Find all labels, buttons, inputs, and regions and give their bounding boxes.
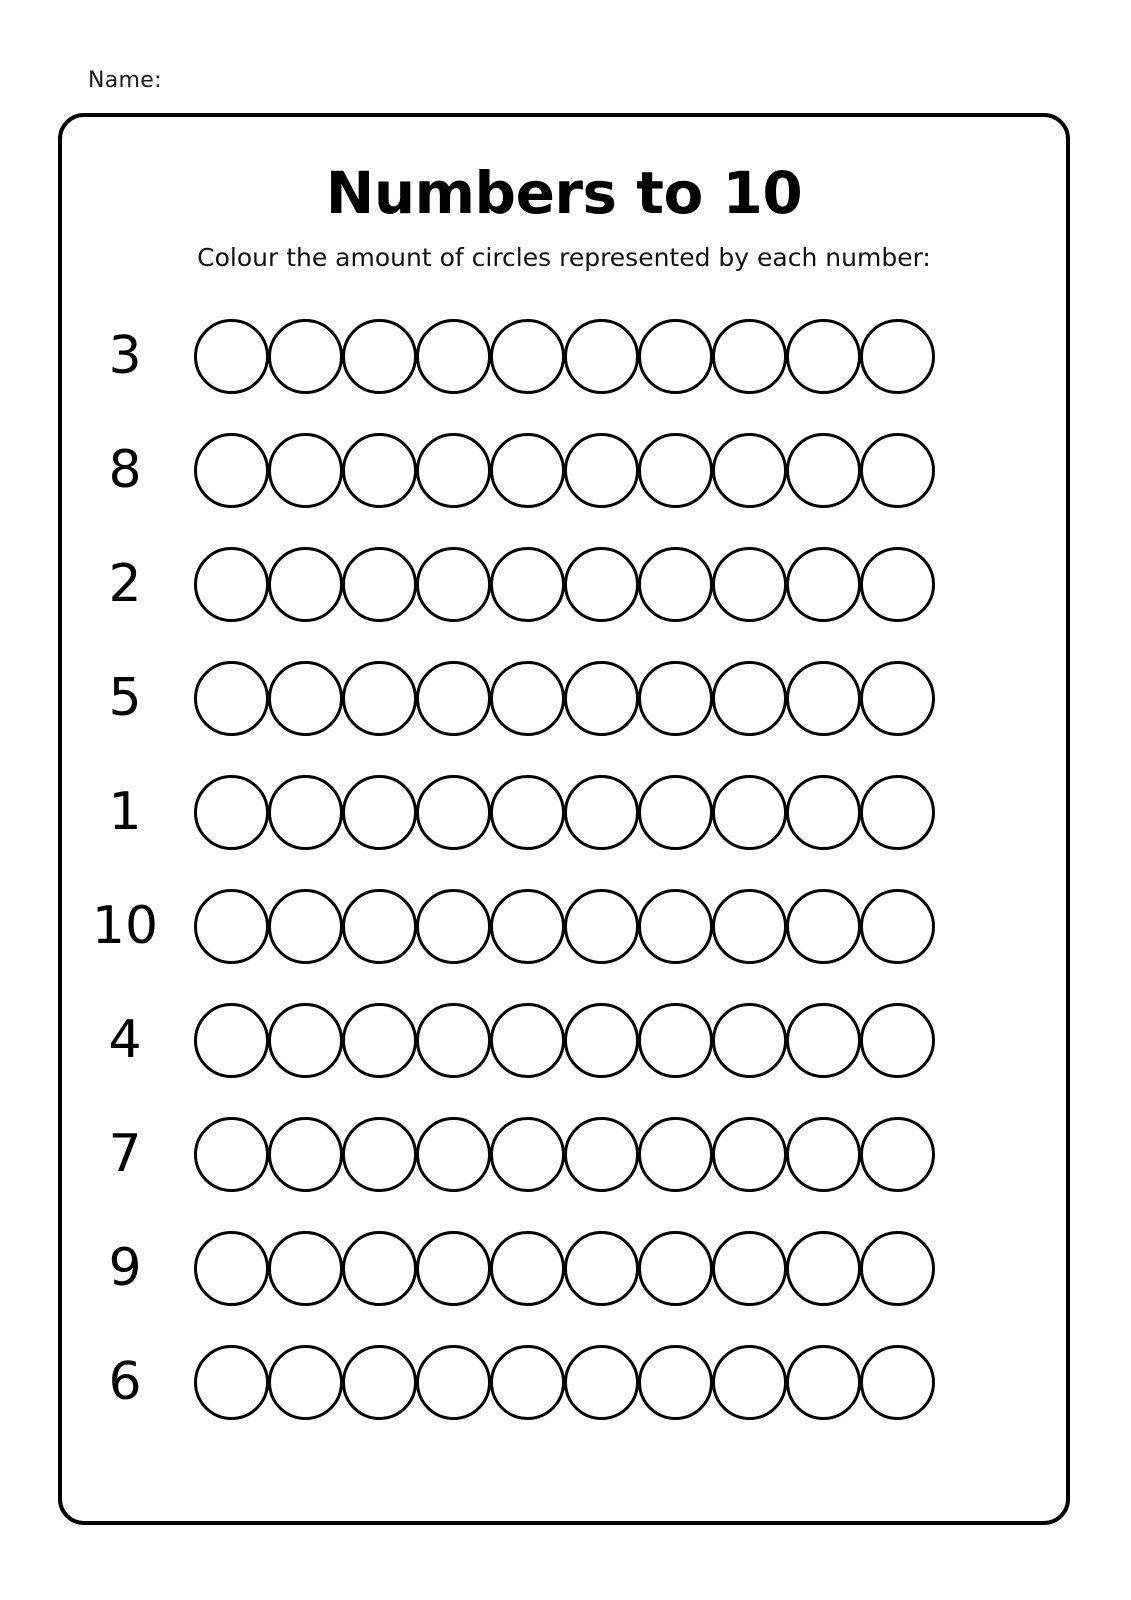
colour-circle[interactable] bbox=[638, 889, 713, 964]
exercise-row bbox=[62, 983, 1066, 1097]
colour-circle[interactable] bbox=[268, 1117, 343, 1192]
colour-circle[interactable] bbox=[712, 1117, 787, 1192]
page-title: Numbers to 10 bbox=[325, 159, 803, 227]
row-number-label: 2 bbox=[108, 554, 142, 614]
circle-group bbox=[194, 1231, 934, 1306]
circle-group bbox=[194, 1345, 934, 1420]
colour-circle[interactable] bbox=[564, 319, 639, 394]
colour-circle[interactable] bbox=[712, 1345, 787, 1420]
colour-circle[interactable] bbox=[564, 1345, 639, 1420]
colour-circle[interactable] bbox=[194, 661, 269, 736]
colour-circle[interactable] bbox=[564, 1231, 639, 1306]
colour-circle[interactable] bbox=[416, 1231, 491, 1306]
row-number-label: 9 bbox=[108, 1238, 142, 1298]
colour-circle[interactable] bbox=[490, 775, 565, 850]
worksheet-frame bbox=[58, 113, 1070, 1525]
colour-circle[interactable] bbox=[638, 775, 713, 850]
colour-circle[interactable] bbox=[194, 1231, 269, 1306]
exercise-row bbox=[62, 869, 1066, 983]
colour-circle[interactable] bbox=[712, 1231, 787, 1306]
colour-circle[interactable] bbox=[786, 775, 861, 850]
colour-circle[interactable] bbox=[638, 1345, 713, 1420]
colour-circle[interactable] bbox=[416, 1345, 491, 1420]
colour-circle[interactable] bbox=[786, 889, 861, 964]
colour-circle[interactable] bbox=[638, 1231, 713, 1306]
colour-circle[interactable] bbox=[860, 547, 935, 622]
circle-group bbox=[194, 661, 934, 736]
colour-circle[interactable] bbox=[268, 1003, 343, 1078]
colour-circle[interactable] bbox=[712, 1003, 787, 1078]
colour-circle[interactable] bbox=[860, 1117, 935, 1192]
row-number-label: 6 bbox=[108, 1352, 142, 1412]
colour-circle[interactable] bbox=[786, 1345, 861, 1420]
colour-circle[interactable] bbox=[416, 433, 491, 508]
name-label: Name: bbox=[88, 68, 162, 93]
colour-circle[interactable] bbox=[342, 433, 417, 508]
colour-circle[interactable] bbox=[712, 433, 787, 508]
colour-circle[interactable] bbox=[490, 1231, 565, 1306]
colour-circle[interactable] bbox=[268, 547, 343, 622]
colour-circle[interactable] bbox=[564, 1003, 639, 1078]
colour-circle[interactable] bbox=[490, 547, 565, 622]
colour-circle[interactable] bbox=[342, 1117, 417, 1192]
colour-circle[interactable] bbox=[860, 775, 935, 850]
colour-circle[interactable] bbox=[860, 1345, 935, 1420]
colour-circle[interactable] bbox=[416, 547, 491, 622]
row-number-label: 8 bbox=[108, 440, 142, 500]
row-number-label: 7 bbox=[108, 1124, 142, 1184]
colour-circle[interactable] bbox=[490, 889, 565, 964]
colour-circle[interactable] bbox=[342, 1345, 417, 1420]
colour-circle[interactable] bbox=[860, 433, 935, 508]
colour-circle[interactable] bbox=[860, 319, 935, 394]
colour-circle[interactable] bbox=[490, 1117, 565, 1192]
colour-circle[interactable] bbox=[268, 661, 343, 736]
colour-circle[interactable] bbox=[268, 319, 343, 394]
colour-circle[interactable] bbox=[268, 775, 343, 850]
colour-circle[interactable] bbox=[860, 1003, 935, 1078]
colour-circle[interactable] bbox=[416, 1117, 491, 1192]
exercise-row bbox=[62, 527, 1066, 641]
colour-circle[interactable] bbox=[638, 1003, 713, 1078]
colour-circle[interactable] bbox=[194, 889, 269, 964]
circle-group bbox=[194, 1003, 934, 1078]
colour-circle[interactable] bbox=[564, 889, 639, 964]
exercise-row bbox=[62, 1097, 1066, 1211]
colour-circle[interactable] bbox=[786, 1117, 861, 1192]
colour-circle[interactable] bbox=[786, 433, 861, 508]
colour-circle[interactable] bbox=[860, 1231, 935, 1306]
colour-circle[interactable] bbox=[490, 661, 565, 736]
colour-circle[interactable] bbox=[342, 547, 417, 622]
colour-circle[interactable] bbox=[638, 661, 713, 736]
colour-circle[interactable] bbox=[564, 1117, 639, 1192]
colour-circle[interactable] bbox=[564, 433, 639, 508]
colour-circle[interactable] bbox=[490, 1003, 565, 1078]
colour-circle[interactable] bbox=[342, 1231, 417, 1306]
row-number-label: 3 bbox=[108, 326, 142, 386]
colour-circle[interactable] bbox=[416, 889, 491, 964]
colour-circle[interactable] bbox=[194, 547, 269, 622]
colour-circle[interactable] bbox=[638, 319, 713, 394]
circle-group bbox=[194, 889, 934, 964]
row-number-label: 5 bbox=[108, 668, 142, 728]
instruction-text: Colour the amount of circles represented by each number: bbox=[197, 243, 931, 272]
colour-circle[interactable] bbox=[342, 889, 417, 964]
colour-circle[interactable] bbox=[490, 433, 565, 508]
colour-circle[interactable] bbox=[194, 775, 269, 850]
circle-group bbox=[194, 1117, 934, 1192]
colour-circle[interactable] bbox=[712, 319, 787, 394]
colour-circle[interactable] bbox=[638, 1117, 713, 1192]
colour-circle[interactable] bbox=[342, 319, 417, 394]
colour-circle[interactable] bbox=[564, 547, 639, 622]
colour-circle[interactable] bbox=[194, 1117, 269, 1192]
colour-circle[interactable] bbox=[194, 1345, 269, 1420]
exercise-row bbox=[62, 641, 1066, 755]
colour-circle[interactable] bbox=[342, 1003, 417, 1078]
colour-circle[interactable] bbox=[194, 433, 269, 508]
colour-circle[interactable] bbox=[564, 661, 639, 736]
colour-circle[interactable] bbox=[268, 1231, 343, 1306]
exercise-row bbox=[62, 755, 1066, 869]
colour-circle[interactable] bbox=[416, 319, 491, 394]
colour-circle[interactable] bbox=[786, 1231, 861, 1306]
colour-circle[interactable] bbox=[194, 1003, 269, 1078]
colour-circle[interactable] bbox=[786, 1003, 861, 1078]
colour-circle[interactable] bbox=[342, 661, 417, 736]
colour-circle[interactable] bbox=[860, 889, 935, 964]
exercise-row bbox=[62, 299, 1066, 413]
circle-group bbox=[194, 775, 934, 850]
row-number-label: 1 bbox=[108, 782, 142, 842]
circle-group bbox=[194, 433, 934, 508]
exercise-row bbox=[62, 1211, 1066, 1325]
colour-circle[interactable] bbox=[268, 1345, 343, 1420]
row-number-label: 10 bbox=[91, 896, 159, 956]
colour-circle[interactable] bbox=[712, 889, 787, 964]
colour-circle[interactable] bbox=[342, 775, 417, 850]
colour-circle[interactable] bbox=[712, 547, 787, 622]
colour-circle[interactable] bbox=[268, 889, 343, 964]
exercise-row bbox=[62, 413, 1066, 527]
colour-circle[interactable] bbox=[712, 661, 787, 736]
exercise-rows bbox=[62, 299, 1066, 1503]
colour-circle[interactable] bbox=[416, 1003, 491, 1078]
colour-circle[interactable] bbox=[786, 661, 861, 736]
colour-circle[interactable] bbox=[194, 319, 269, 394]
colour-circle[interactable] bbox=[638, 433, 713, 508]
colour-circle[interactable] bbox=[860, 661, 935, 736]
colour-circle[interactable] bbox=[268, 433, 343, 508]
circle-group bbox=[194, 319, 934, 394]
circle-group bbox=[194, 547, 934, 622]
colour-circle[interactable] bbox=[564, 775, 639, 850]
colour-circle[interactable] bbox=[490, 1345, 565, 1420]
colour-circle[interactable] bbox=[416, 775, 491, 850]
colour-circle[interactable] bbox=[416, 661, 491, 736]
row-number-label: 4 bbox=[108, 1010, 142, 1070]
colour-circle[interactable] bbox=[786, 547, 861, 622]
colour-circle[interactable] bbox=[786, 319, 861, 394]
colour-circle[interactable] bbox=[712, 775, 787, 850]
colour-circle[interactable] bbox=[638, 547, 713, 622]
exercise-row bbox=[62, 1325, 1066, 1439]
colour-circle[interactable] bbox=[490, 319, 565, 394]
